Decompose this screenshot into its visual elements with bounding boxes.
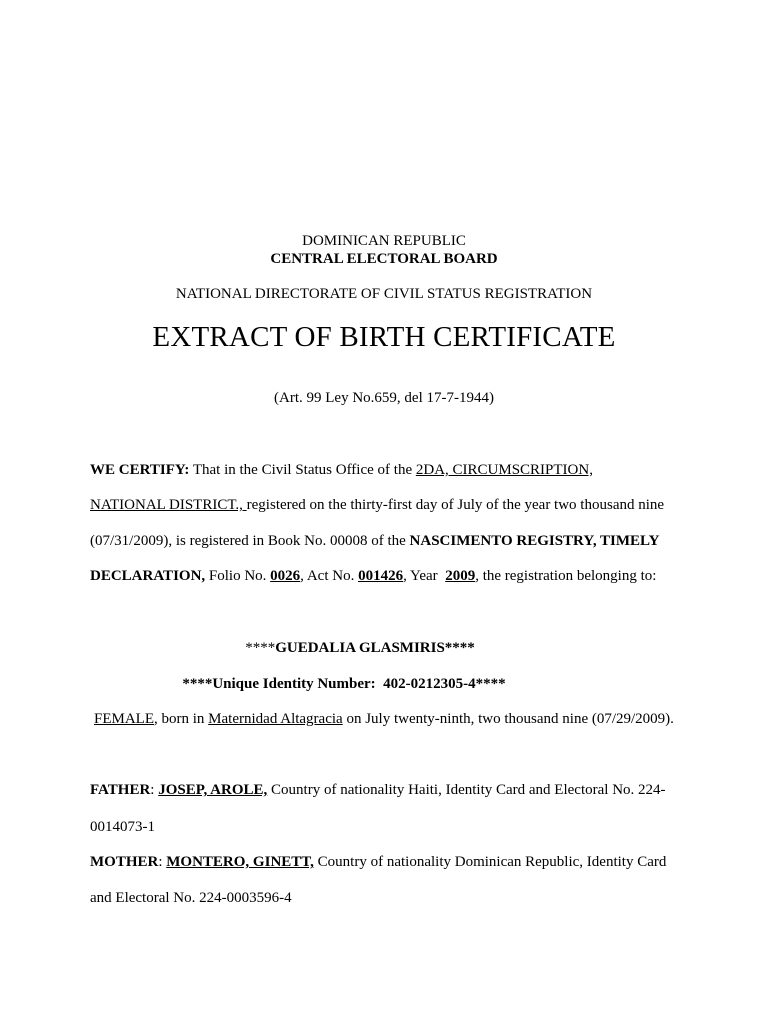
registration-date-text: registered on the thirty-first day of July of the year two thousand nine [246,497,665,513]
mother-line-1 [90,854,666,871]
mother-name: MONTERO, GINETT, [166,854,314,870]
mother-details: Country of nationality Dominican Republic, Identity Card [313,854,667,870]
year-label: , Year [403,568,446,584]
name-prefix: **** [245,640,276,656]
folio-number: 0026 [270,568,301,584]
registry-name: NASCIMENTO REGISTRY, TIMELY [409,533,660,549]
born-in-text: , born in [154,711,209,727]
certification-line-1 [90,462,593,479]
registration-year: 2009 [445,568,476,584]
father-line-1 [90,782,666,799]
registry-declaration: DECLARATION, [90,568,206,584]
mother-label: MOTHER [90,854,159,870]
country-heading: DOMINICAN REPUBLIC [302,233,466,249]
certification-line-4 [90,568,656,585]
folio-label: Folio No. [205,568,271,584]
father-details: Country of nationality Haiti, Identity Card and Electoral No. 224- [267,782,666,798]
mother-separator: : [158,854,167,870]
mother-line-2: and Electoral No. 224-0003596-4 [90,890,292,906]
we-certify-label: WE CERTIFY: [90,462,190,478]
person-name: GUEDALIA GLASMIRIS**** [275,640,475,656]
document-title: EXTRACT OF BIRTH CERTIFICATE [152,321,616,353]
civil-office-district: NATIONAL DISTRICT., [90,497,247,513]
certification-line-3 [90,533,660,550]
book-text: (07/31/2009), is registered in Book No. 00008 of the [90,533,410,549]
birth-date-text: on July twenty-ninth, two thousand nine (07/29/2009). [342,711,674,727]
father-label: FATHER [90,782,151,798]
person-name-line [0,640,720,657]
certification-text-1: That in the Civil Status Office of the [189,462,416,478]
directorate-heading: NATIONAL DIRECTORATE OF CIVIL STATUS REGISTRATION [175,286,593,302]
birth-details-line [94,711,674,728]
unique-identity-number: ****Unique Identity Number: 402-0212305-4**** [182,676,506,692]
father-separator: : [150,782,159,798]
act-label: , Act No. [300,568,359,584]
legal-reference: (Art. 99 Ley No.659, del 17-7-1944) [274,390,494,406]
birthplace: Maternidad Altagracia [208,711,343,727]
civil-office-name: 2DA, CIRCUMSCRIPTION, [415,462,593,478]
person-sex: FEMALE [94,711,154,727]
father-line-2: 0014073-1 [90,819,155,835]
belonging-text: , the registration belonging to: [475,568,657,584]
act-number: 001426 [358,568,404,584]
certification-line-2 [90,497,664,514]
board-heading: CENTRAL ELECTORAL BOARD [270,251,498,267]
father-name: JOSEP, AROLE, [158,782,268,798]
